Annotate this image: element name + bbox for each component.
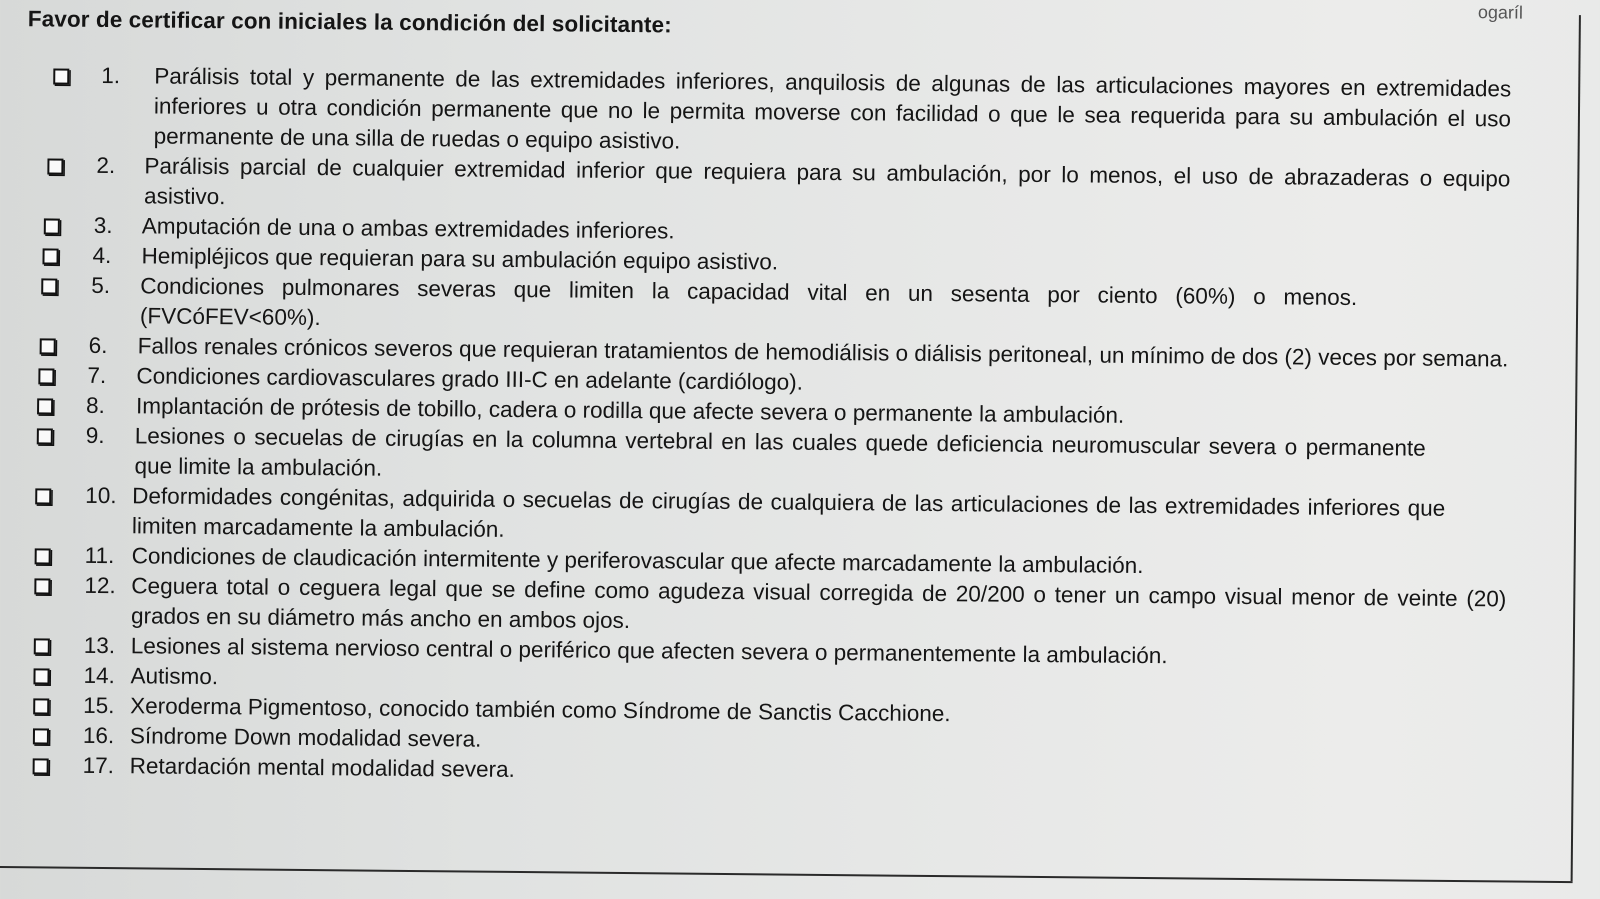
- checkbox-condition-15[interactable]: [33, 698, 49, 714]
- condition-number-2: 2.: [96, 152, 116, 179]
- condition-text-3: Amputación de una o ambas extremidades inferiores.: [141, 213, 675, 244]
- section-heading: Favor de certificar con iniciales la condición del solicitante:: [27, 6, 672, 38]
- condition-number-5: 5.: [91, 272, 111, 299]
- condition-item-1: [0, 60, 1559, 165]
- condition-text-15: Xeroderma Pigmentoso, conocido también como Síndrome de Sanctis Cacchione.: [130, 693, 951, 727]
- condition-text-12: Ceguera total o ceguera legal que se define como agudeza visual corregida de 20/200 o tener un campo visual menor de veinte (20) grados en su diámetro más ancho en ambos ojos.: [130, 573, 1507, 634]
- condition-number-9: 9.: [85, 422, 105, 449]
- checkbox-condition-2[interactable]: [47, 158, 63, 174]
- form-border-right: [1571, 15, 1581, 881]
- checkbox-condition-3[interactable]: [44, 218, 60, 234]
- condition-text-11: Condiciones de claudicación intermitente y periferovascular que afecte marcadamente la ambulación.: [131, 543, 1144, 579]
- condition-number-4: 4.: [92, 242, 112, 269]
- condition-text-2: Parálisis parcial de cualquier extremidad inferior que requiera para su ambulación, por lo menos, el uso de abrazaderas o equipo asistivo.: [144, 153, 1511, 210]
- condition-number-1: 1.: [101, 62, 121, 89]
- condition-text-7: Condiciones cardiovasculares grado III-C en adelante (cardiólogo).: [136, 363, 804, 395]
- condition-text-9: Lesiones o secuelas de cirugías en la columna vertebral en las cuales quede deficiencia neuromuscular severa o permanente que limite la ambulación.: [134, 423, 1426, 481]
- condition-number-14: 14.: [83, 662, 115, 689]
- checkbox-condition-9[interactable]: [37, 428, 53, 444]
- condition-list: [0, 60, 1559, 795]
- condition-number-11: 11.: [84, 542, 115, 569]
- condition-number-17: 17.: [82, 752, 115, 779]
- condition-text-17: Retardación mental modalidad severa.: [129, 753, 515, 782]
- condition-text-13: Lesiones al sistema nervioso central o periférico que afecten severa o permanentemente la ambulación.: [130, 633, 1168, 669]
- condition-text-1: Parálisis total y permanente de las extremidades inferiores, anquilosis de algunas de las articulaciones mayores en extremidades inferiores u otra condición permanente que no le permita moverse con facilidad o que le sea requerida para su ambulación el uso permanente de una silla de ruedas o equipo asistivo.: [153, 63, 1512, 154]
- checkbox-condition-6[interactable]: [40, 338, 56, 354]
- condition-number-15: 15.: [83, 692, 115, 719]
- condition-text-8: Implantación de prótesis de tobillo, cadera o rodilla que afecte severa o permanente la ambulación.: [135, 393, 1125, 428]
- condition-number-8: 8.: [85, 392, 105, 419]
- condition-number-12: 12.: [84, 572, 116, 599]
- condition-text-4: Hemipléjicos que requieran para su ambulación equipo asistivo.: [141, 243, 779, 275]
- form-border-bottom: [0, 866, 1573, 883]
- checkbox-condition-12[interactable]: [34, 578, 50, 594]
- checkbox-condition-8[interactable]: [37, 398, 53, 414]
- checkbox-condition-16[interactable]: [33, 728, 49, 744]
- condition-text-10: Deformidades congénitas, adquirida o secuelas de cirugías de cualquiera de las articulaciones de las extremidades inferiores que limiten marcadamente la ambulación.: [131, 483, 1446, 542]
- checkbox-condition-17[interactable]: [33, 758, 49, 774]
- checkbox-condition-5[interactable]: [41, 278, 57, 294]
- condition-text-14: Autismo.: [130, 663, 219, 690]
- checkbox-condition-14[interactable]: [33, 668, 49, 684]
- checkbox-condition-7[interactable]: [38, 368, 54, 384]
- condition-number-7: 7.: [87, 362, 107, 389]
- condition-number-13: 13.: [83, 632, 116, 659]
- condition-text-5: Condiciones pulmonares severas que limiten la capacidad vital en un sesenta por ciento (60%) o menos. (FVCóFEV<60%).: [139, 273, 1358, 331]
- condition-number-3: 3.: [93, 212, 113, 239]
- checkbox-condition-1[interactable]: [53, 69, 69, 85]
- condition-number-6: 6.: [88, 332, 108, 359]
- condition-text-16: Síndrome Down modalidad severa.: [129, 723, 482, 752]
- cropped-corner-text: ogaríl: [1477, 2, 1524, 23]
- checkbox-condition-13[interactable]: [34, 638, 50, 654]
- condition-number-16: 16.: [82, 722, 115, 749]
- condition-number-10: 10.: [85, 482, 117, 509]
- checkbox-condition-11[interactable]: [35, 548, 51, 564]
- checkbox-condition-4[interactable]: [42, 248, 58, 264]
- condition-text-6: Fallos renales crónicos severos que requieran tratamientos de hemodiálisis o diálisis peritoneal, un mínimo de dos (2) veces por semana.: [137, 333, 1509, 372]
- checkbox-condition-10[interactable]: [35, 488, 51, 504]
